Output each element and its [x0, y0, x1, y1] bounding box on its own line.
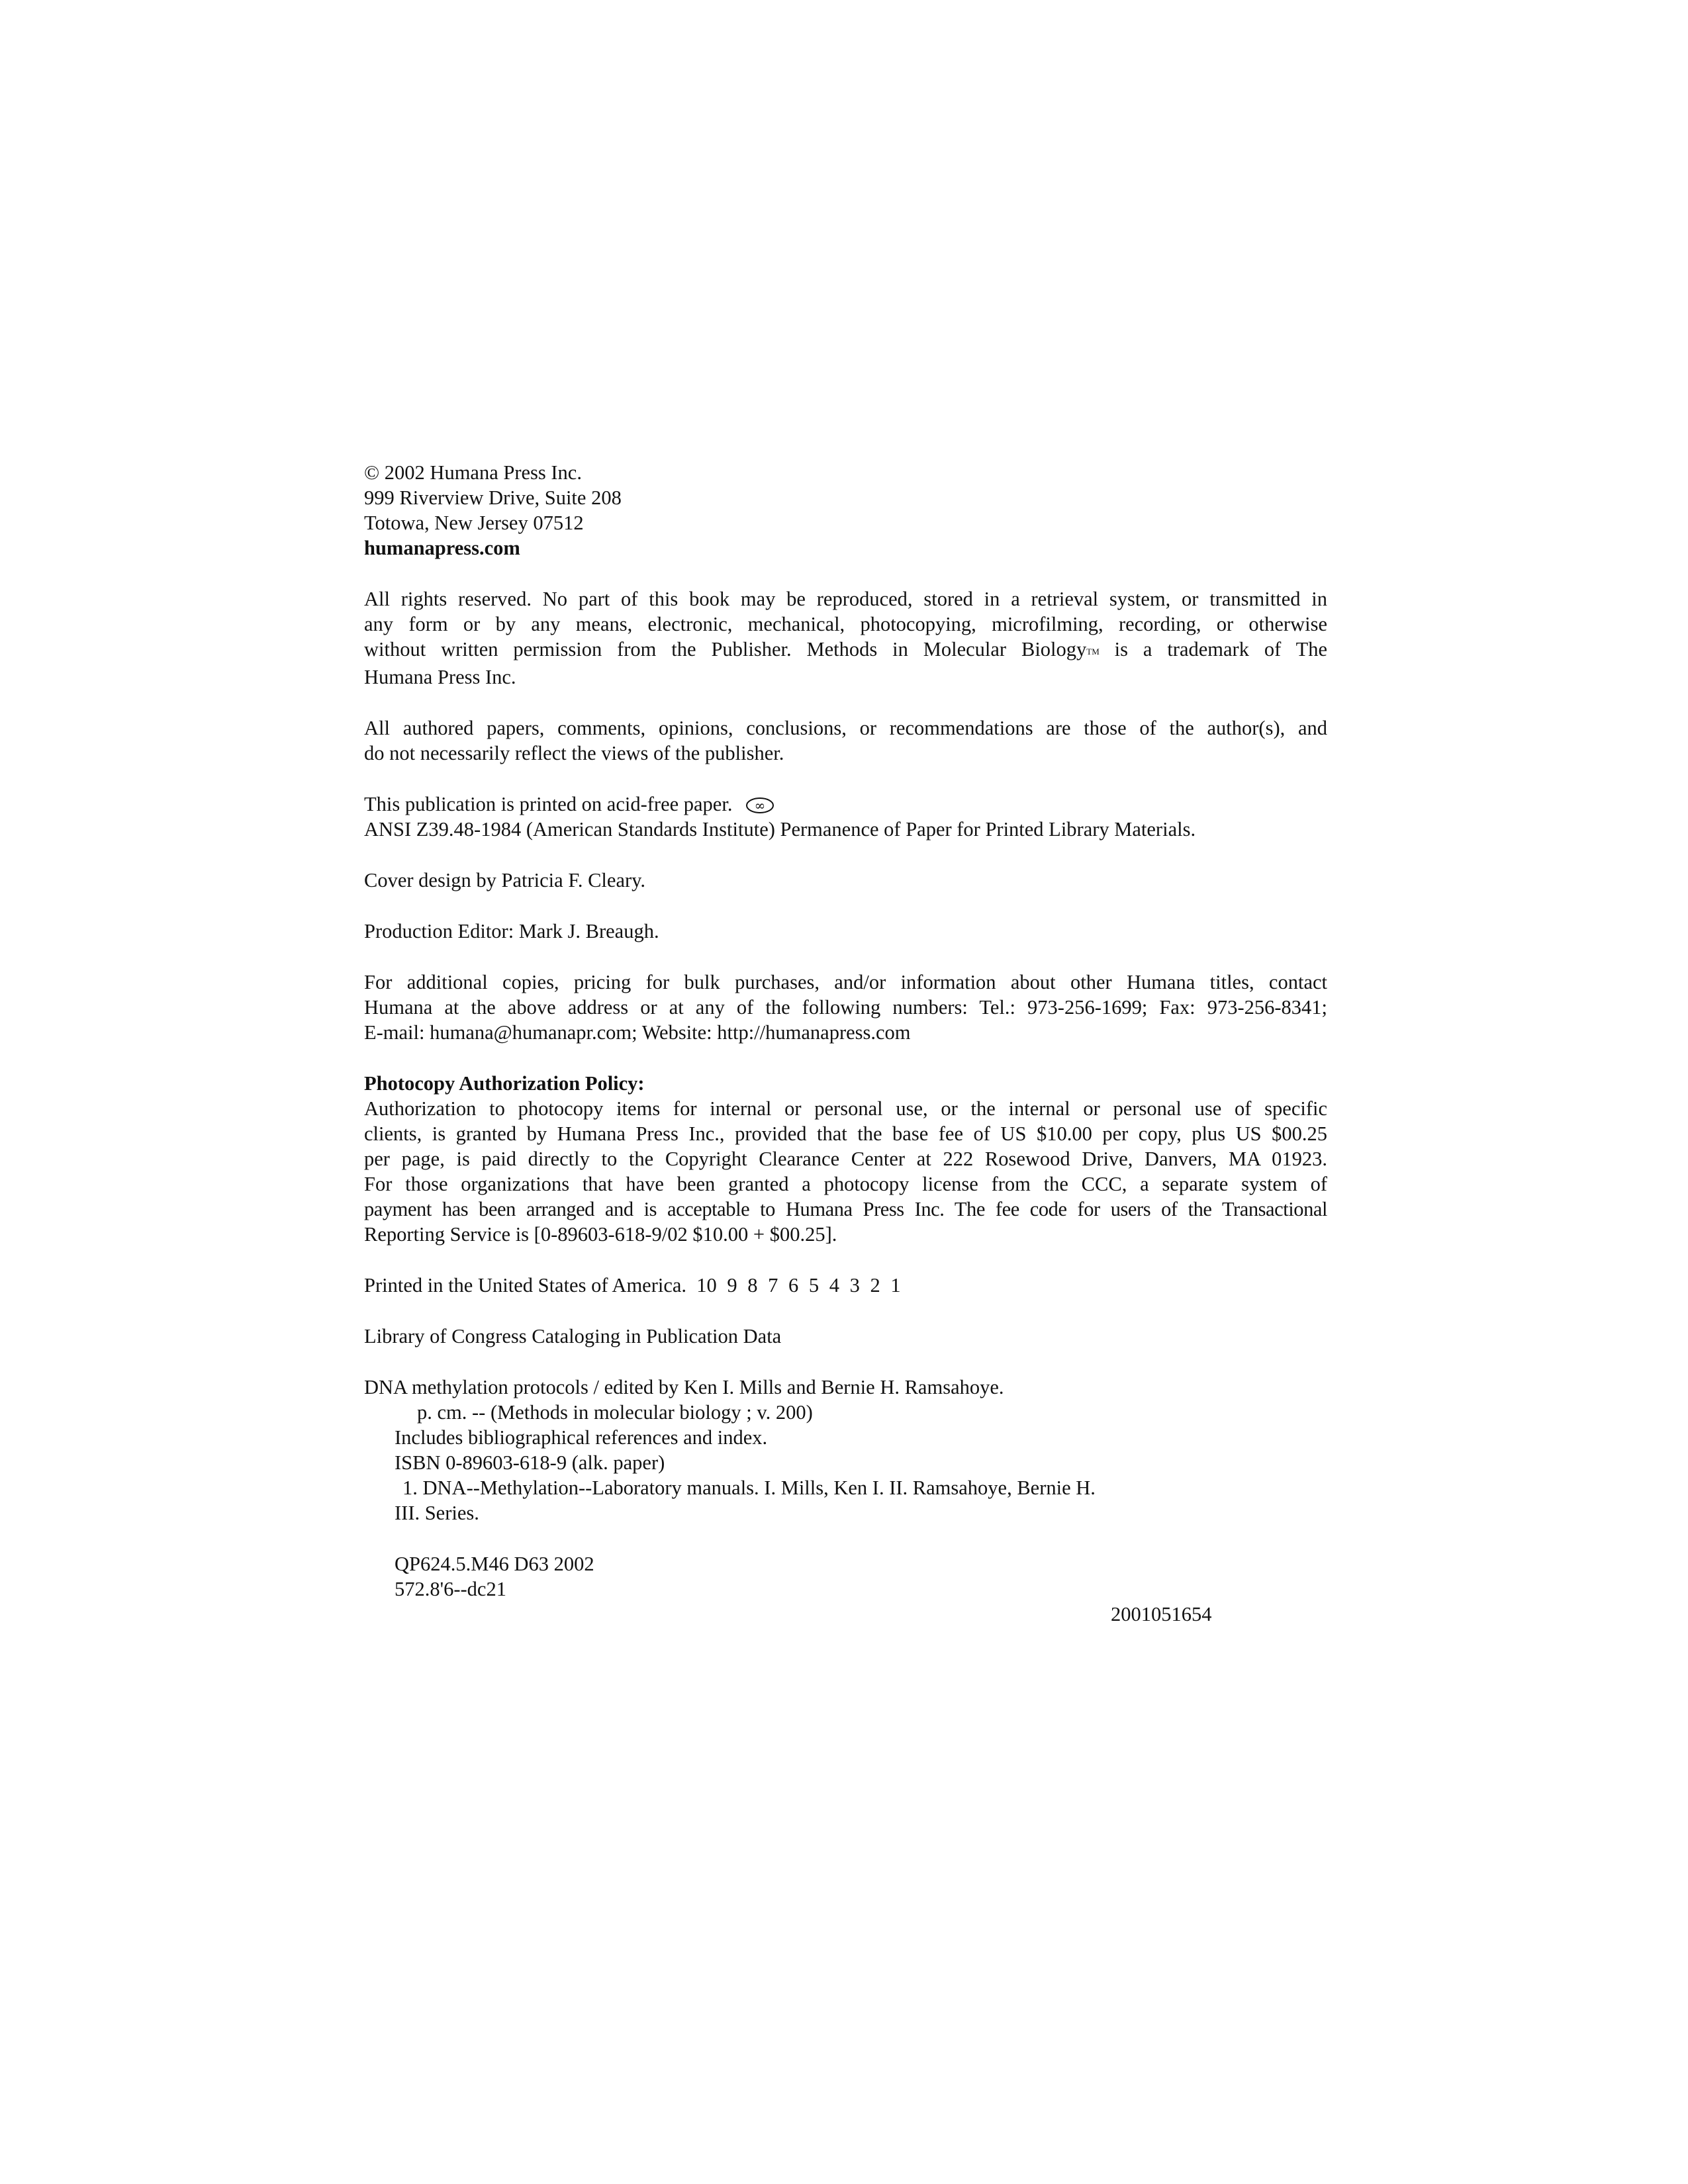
acid-free-text: This publication is printed on acid-free paper. [364, 793, 733, 815]
paper-paragraph [364, 792, 1327, 842]
copies-line-2: Humana at the above address or at any of the following numbers: Tel.: 973-256-1699; Fax: 973-256-8341; [364, 996, 1327, 1019]
copies-line-3: E-mail: humana@humanapr.com; Website: http://humanapress.com [364, 1021, 911, 1044]
cip-heading: Library of Congress Cataloging in Publication Data [364, 1325, 782, 1347]
cip-title: DNA methylation protocols / edited by Ken I. Mills and Bernie H. Ramsahoye. [364, 1376, 1004, 1398]
publisher-block [364, 460, 1327, 561]
cip-record [364, 1375, 1327, 1625]
cip-series-2: III. Series. [395, 1502, 479, 1524]
photocopy-policy [364, 1071, 1327, 1247]
rights-line-1: All rights reserved. No part of this book may be reproduced, stored in a retrieval system, or transmitted in [364, 588, 1327, 610]
infinity-icon [745, 796, 774, 815]
policy-line-2: clients, is granted by Humana Press Inc., provided that the base fee of US $10.00 per copy, plus US $00.25 [364, 1122, 1327, 1145]
printed-text: Printed in the United States of America. [364, 1274, 687, 1297]
printed-line [364, 1273, 1327, 1298]
printing-numbers: 10 9 8 7 6 5 4 3 2 1 [696, 1274, 901, 1297]
rights-line-3a: without written permission from the Publisher. Methods in Molecular Biology [364, 638, 1087, 660]
rights-paragraph [364, 586, 1327, 690]
policy-line-5: payment has been arranged and is acceptable to Humana Press Inc. The fee code for users of the Transactional [364, 1198, 1327, 1220]
cip-includes: Includes bibliographical references and index. [395, 1426, 768, 1449]
rights-line-3 [364, 637, 1327, 664]
policy-line-1: Authorization to photocopy items for internal or personal use, or the internal or personal use of specific [364, 1097, 1327, 1120]
cip-call-number: QP624.5.M46 D63 2002 [395, 1553, 594, 1575]
policy-heading: Photocopy Authorization Policy: [364, 1072, 645, 1095]
address-line-2: Totowa, New Jersey 07512 [364, 512, 584, 534]
rights-line-3b: is a trademark of The [1099, 638, 1327, 660]
policy-line-6: Reporting Service is [0-89603-618-9/02 $10.00 + $00.25]. [364, 1223, 837, 1246]
disclaimer-paragraph [364, 715, 1327, 766]
copies-paragraph [364, 970, 1327, 1045]
trademark-symbol: TM [1086, 647, 1100, 657]
rights-line-4: Humana Press Inc. [364, 666, 516, 688]
policy-line-3: per page, is paid directly to the Copyright Clearance Center at 222 Rosewood Drive, Danvers, MA 01923. [364, 1148, 1327, 1170]
cip-series: p. cm. -- (Methods in molecular biology ; v. 200) [417, 1401, 813, 1424]
copyright-page [364, 460, 1327, 1625]
cip-isbn: ISBN 0-89603-618-9 (alk. paper) [395, 1451, 665, 1474]
copies-line-1: For additional copies, pricing for bulk purchases, and/or information about other Humana titles, contact [364, 971, 1327, 993]
publisher-website: humanapress.com [364, 537, 520, 559]
cover-design: Cover design by Patricia F. Cleary. [364, 869, 646, 891]
policy-line-4: For those organizations that have been granted a photocopy license from the CCC, a separate system of [364, 1173, 1327, 1195]
disclaimer-line-2: do not necessarily reflect the views of the publisher. [364, 742, 784, 764]
disclaimer-line-1: All authored papers, comments, opinions, conclusions, or recommendations are those of the author(s), and [364, 717, 1327, 739]
paper-line-1 [364, 792, 1327, 817]
paper-line-2: ANSI Z39.48-1984 (American Standards Institute) Permanence of Paper for Printed Library Materials. [364, 818, 1196, 841]
infinity-symbol: ∞ [755, 797, 766, 813]
cip-subjects: 1. DNA--Methylation--Laboratory manuals. I. Mills, Ken I. II. Ramsahoye, Bernie H. [402, 1477, 1096, 1499]
copyright-line: © 2002 Humana Press Inc. [364, 461, 582, 484]
production-editor: Production Editor: Mark J. Breaugh. [364, 920, 659, 942]
rights-line-2: any form or by any means, electronic, mechanical, photocopying, microfilming, recording, or otherwise [364, 613, 1327, 635]
address-line-1: 999 Riverview Drive, Suite 208 [364, 486, 622, 509]
cip-classification: 572.8'6--dc21 [395, 1578, 506, 1600]
cip-lccn: 2001051654 [1111, 1603, 1212, 1625]
